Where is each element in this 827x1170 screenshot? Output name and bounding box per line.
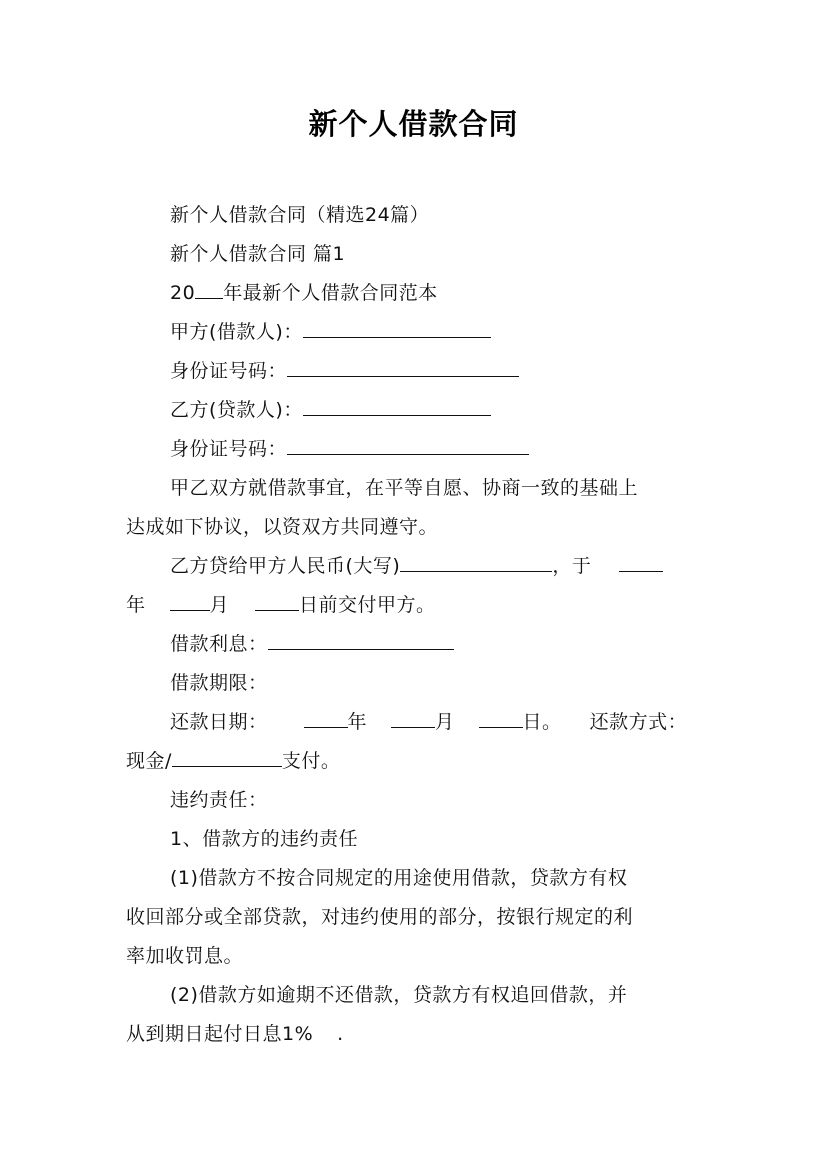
party-b-id-blank xyxy=(287,436,529,455)
loan-amount-label: 乙方贷给甲方人民币(大写) xyxy=(170,555,401,577)
party-b-label: 乙方(贷款人)： xyxy=(170,399,303,421)
clause-2-text: 从到期日起付日息1% xyxy=(126,1023,314,1045)
template-heading-text: 年最新个人借款合同范本 xyxy=(223,282,438,304)
repayment-line xyxy=(170,707,687,734)
borrower-breach-heading: 1、借款方的违约责任 xyxy=(170,828,359,850)
agreement-paragraph-line1: 甲乙双方就借款事宜，在平等自愿、协商一致的基础上 xyxy=(170,477,639,499)
subtitle: 新个人借款合同（精选24篇） xyxy=(170,204,430,226)
clause-2-line1: (2)借款方如逾期不还借款，贷款方有权追回借款，并 xyxy=(170,984,628,1006)
repay-day-blank xyxy=(479,709,523,728)
section-heading: 新个人借款合同 篇1 xyxy=(170,243,346,265)
party-b-line xyxy=(170,395,491,422)
breach-heading: 违约责任： xyxy=(170,789,268,811)
party-a-line xyxy=(170,317,491,344)
party-a-id-label: 身份证号码： xyxy=(170,360,288,382)
interest-line xyxy=(170,629,454,656)
clause-1-line2: 收回部分或全部贷款，对违约使用的部分，按银行规定的利 xyxy=(126,906,634,928)
document-title: 新个人借款合同 xyxy=(308,107,519,141)
repayment-method-label: 还款方式： xyxy=(589,711,688,733)
party-b-id-label: 身份证号码： xyxy=(170,438,288,460)
interest-label: 借款利息： xyxy=(170,633,268,655)
loan-year-label: 年 xyxy=(126,594,146,616)
repayment-date-label: 还款日期： xyxy=(170,711,268,733)
clause-1-line1: (1)借款方不按合同规定的用途使用借款，贷款方有权 xyxy=(170,867,628,889)
interest-blank xyxy=(268,631,454,650)
clause-2-line2 xyxy=(126,1019,344,1046)
cash-label: 现金/ xyxy=(126,750,172,772)
party-b-id-line xyxy=(170,434,529,461)
repay-month-blank xyxy=(391,709,435,728)
loan-day-blank xyxy=(255,592,299,611)
repay-year-blank xyxy=(304,709,348,728)
party-a-id-blank xyxy=(287,358,519,377)
payment-method-line xyxy=(126,746,340,773)
clause-1-line3: 率加收罚息。 xyxy=(126,945,244,967)
loan-amount-line2 xyxy=(126,590,436,617)
loan-year-blank xyxy=(619,553,663,572)
repay-month-label: 月 xyxy=(435,711,455,733)
repay-day-label: 日。 xyxy=(522,711,562,733)
template-heading xyxy=(170,278,438,305)
year-blank xyxy=(195,280,223,299)
party-a-id-line xyxy=(170,356,519,383)
loan-amount-blank xyxy=(400,553,552,572)
payment-method-blank xyxy=(172,748,282,767)
clause-2-period: . xyxy=(337,1023,344,1045)
loan-month-label: 月 xyxy=(209,594,230,616)
party-a-blank xyxy=(303,319,491,338)
party-b-blank xyxy=(303,397,491,416)
term-label: 借款期限： xyxy=(170,672,268,694)
loan-amount-on: ，于 xyxy=(552,555,592,577)
agreement-paragraph-line2: 达成如下协议，以资双方共同遵守。 xyxy=(126,516,439,538)
pay-text: 支付。 xyxy=(281,750,341,772)
year-prefix: 20 xyxy=(170,282,196,304)
party-a-label: 甲方(借款人)： xyxy=(170,321,303,343)
loan-amount-line1 xyxy=(170,551,663,578)
loan-deliver-text: 日前交付甲方。 xyxy=(299,594,436,616)
loan-month-blank xyxy=(170,592,210,611)
repay-year-label: 年 xyxy=(347,711,368,733)
